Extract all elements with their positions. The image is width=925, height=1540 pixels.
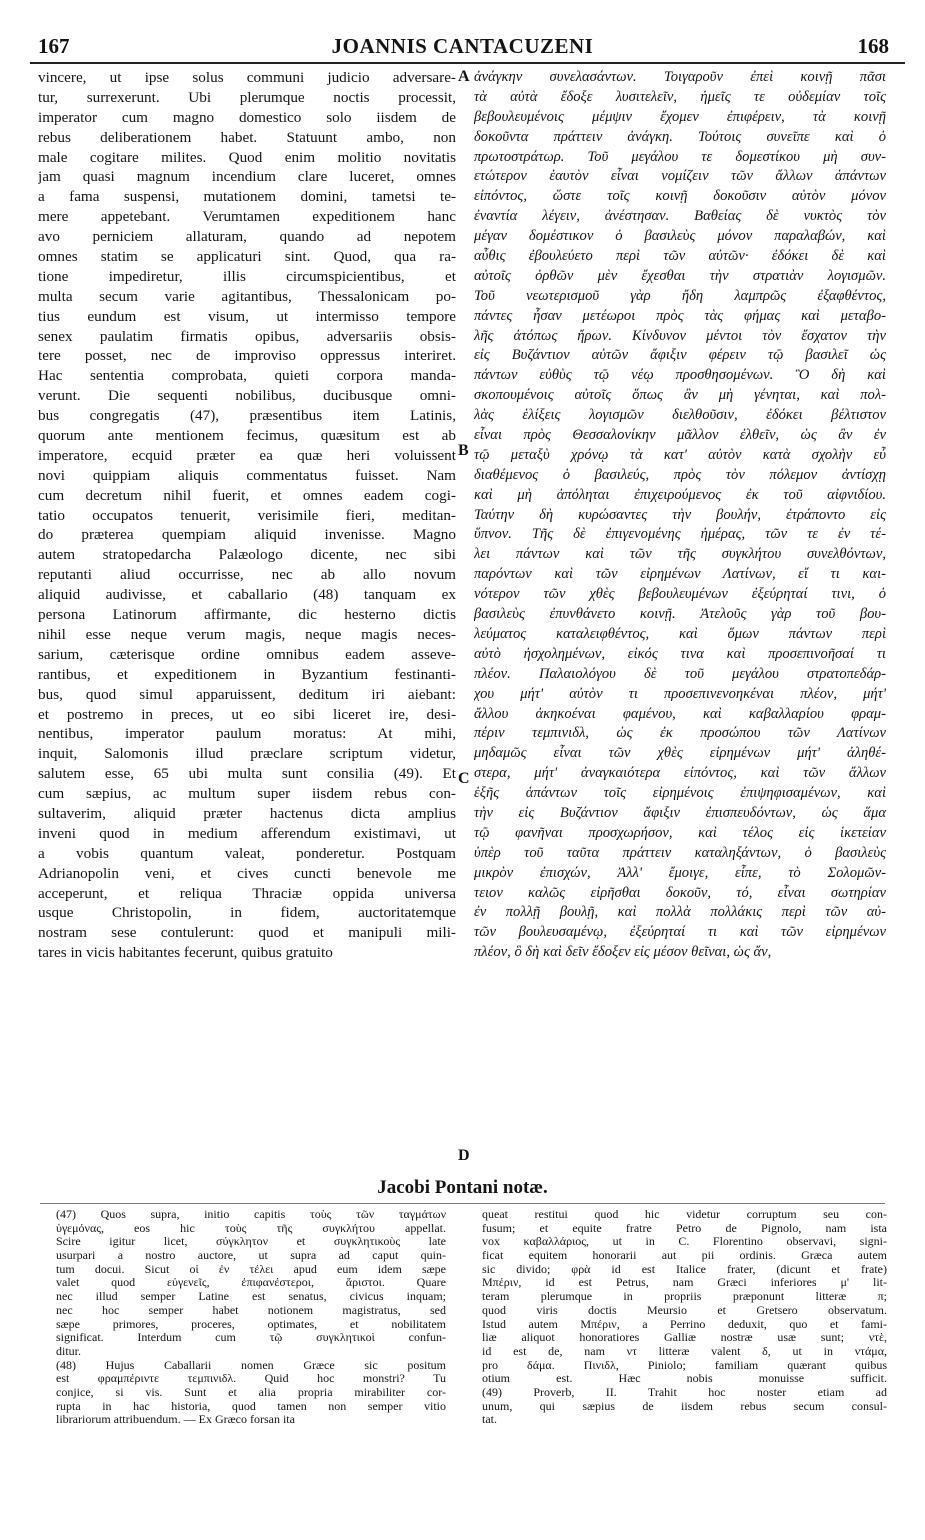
note-line: liæ aliquot honoratiores Galliæ nostræ usæ sunt; ντὲ,	[482, 1331, 887, 1345]
latin-text-line: quorum ante mentionem fecimus, quæsitum est ab	[38, 427, 456, 445]
page-header	[20, 28, 905, 62]
latin-text-line: vincere, ut ipse solus communi judicio adversare-	[38, 69, 456, 86]
greek-text-line: μηδαμῶς εἶναι τῶν χθὲς εἰρημένων μήτ' ἀληθέ-	[474, 745, 886, 762]
latin-text-line: senex paulatim firmatis opibus, adversariis obsis-	[38, 327, 456, 345]
latin-text-line: rantibus, et expeditionem in Byzantium festinanti-	[38, 665, 456, 683]
note-line: (49) Proverb, II. Trahit hoc noster etiam ad	[482, 1385, 887, 1399]
latin-text-line: avo perniciem allaturam, quando ad nepotem	[38, 228, 456, 246]
latin-text-line: cum decretum nihil fuerit, et omnes eadem cogi-	[38, 486, 456, 504]
greek-text-line: πρωτοστράτωρ. Τοῦ μεγάλου τε δομεστίκου μὴ συν-	[474, 148, 886, 165]
note-line: est φραμπέριντε τεμπινιδλ. Quid hoc monstri? Tu	[56, 1372, 446, 1386]
latin-text-line: reputanti aliud occurrisse, nec ab allo novum	[38, 566, 456, 584]
greek-text-line: πλέον. Παλαιολόγου δὲ τοῦ μεγάλου στρατοπεδάρ-	[474, 665, 886, 682]
latin-text-line: tius eundum est visum, ut intermisso tempore	[38, 307, 456, 325]
running-title: JOANNIS CANTACUZENI	[331, 34, 594, 58]
latin-text-line: male cogitare milites. Quod enim molitio novitatis	[38, 148, 456, 166]
greek-text-line: νότερον τῶν χθὲς βεβουλευμένων ἐξεύρηταί τινι, ὁ	[474, 586, 886, 603]
latin-text-line: omnes statim se applicaturi sint. Quod, qua ra-	[38, 248, 456, 266]
latin-text-line: inveni quod in medium afferendum existimavi, ut	[38, 824, 456, 842]
latin-text-line: sarium, cæterisque ordine omnibus eadem asseve-	[38, 645, 456, 663]
greek-text-line: λὰς ἑλίξεις λογισμῶν διελθοῦσιν, ἐδόκει βέλτιστον	[474, 407, 886, 424]
latin-text-line: tur, surrexerunt. Ubi plerumque noctis processit,	[38, 88, 456, 106]
greek-text-line: πάντες ἦσαν μετέωροι πρὸς τὰς φήμας καὶ μεταβο-	[474, 307, 886, 324]
greek-text-line: στερα, μήτ' ἀναγκαιότερα εἰπόντος, καὶ τῶν ἄλλων	[474, 765, 886, 782]
latin-text-line: persona Latinorum affirmante, dic hesterno dictis	[38, 606, 456, 624]
latin-text-line: tatio occupatos tenuerit, verisimile fieri, meditan-	[38, 506, 456, 524]
note-line: sæpe primores, proceres, optimates, et nobilitatem	[56, 1317, 446, 1331]
latin-text-line: Hac sententia comprobata, quieti corpora manda-	[38, 367, 456, 385]
latin-text-line: bus congregatis (47), præsentibus item Latinis,	[38, 407, 456, 425]
latin-text-line: acceperunt, et reliqua Thraciæ oppida universa	[38, 884, 456, 902]
latin-text-line: do præterea quempiam aliquid invenisse. Magno	[38, 526, 456, 544]
note-line: queat restitui quod hic videtur corruptum seu con-	[482, 1208, 887, 1221]
note-line: vox καβαλλάριος, ut in C. Florentino observavi, signi-	[482, 1235, 887, 1249]
note-line: rupta in hac historia, quod tamen non semper vitio	[56, 1399, 446, 1413]
note-line: Μπέριν, id est Petrus, nam Græci inferiores μ' lit-	[482, 1276, 887, 1290]
note-line: significat. Interdum cum τῷ συγκλητικοὶ confun-	[56, 1331, 446, 1345]
note-line: sic divido; φρὰ id est Italice frater, (dicunt et frate)	[482, 1262, 887, 1276]
note-line: (48) Hujus Caballarii nomen Græce sic positum	[56, 1358, 446, 1372]
section-marker-c: C	[458, 770, 470, 787]
greek-text-line: τῷ φανῆναι προσχωρήσον, καὶ τέλος εἰς ἱκετείαν	[474, 824, 886, 841]
greek-text-line: τειον καλῶς εἰρῆσθαι δοκοῦν, τό, εἶναι σωτηρίαν	[474, 884, 886, 901]
header-rule	[30, 62, 905, 64]
latin-text-line: autem stratopedarcha Palæologo dicente, nec sibi	[38, 546, 456, 564]
greek-text-line: καὶ μὴ ἀπόληται ἐπιχειρούμενος ἐκ τοῦ αἰφνιδίου.	[474, 486, 886, 503]
latin-text-line: Adrianopolin veni, et cives cuncti benevole me	[38, 864, 456, 882]
latin-text-line: novi quippiam aliquis commentatus fuisset. Nam	[38, 466, 456, 484]
greek-text-line: αὖθις ἐβουλεύετο περὶ τῶν αὐτῶν· ἐδόκει δὲ καὶ	[474, 248, 886, 265]
latin-text-line: a vobis quantum valeat, ponderetur. Postquam	[38, 844, 456, 862]
latin-text-line: aliquid audivisse, et caballario (48) tanquam ex	[38, 586, 456, 604]
note-line: id est de, nam ντ litteræ valent δ, ut in ντάμα,	[482, 1344, 887, 1358]
note-line: pro δάμα. Πινιδλ, Piniolo; familiam quærant quibus	[482, 1358, 887, 1372]
greek-text-line: ὑπὲρ τοῦ ταῦτα πράττειν καταληξάντων, ὁ βασιλεὺς	[474, 844, 886, 861]
greek-column	[474, 68, 886, 963]
greek-text-line: τὴν εἰς Βυζάντιον ἄφιξιν ἐπισπευδόντων, ὡς ἅμα	[474, 804, 886, 821]
greek-text-line: μέγαν δομέστικον ὁ βασιλεὺς μόνον παραλαβών, καὶ	[474, 228, 886, 245]
greek-text-line: Ταύτην δὴ κυρώσαντες τὴν βουλήν, ἐτράποντο εἰς	[474, 506, 886, 523]
note-line: ὑγεμόνας, eos hic τοὺς τῆς συγκλήτου appellat.	[56, 1221, 446, 1235]
note-line: Scire igitur licet, σύγκλητον et συγκλητικοὺς late	[56, 1235, 446, 1249]
latin-text-line: cum sæpius, ac multum super iisdem rebus con-	[38, 785, 456, 803]
greek-text-line: παρόντων καὶ τῶν εἰρημένων Λατίνων, εἴ τι και-	[474, 566, 886, 583]
note-line: otium est. Hæc nobis monuisse sufficit.	[482, 1372, 887, 1386]
latin-text-line: imperator cum magno domestico solo iisdem de	[38, 108, 456, 126]
note-line: quod viris doctis Meursio et Gretsero observatum.	[482, 1303, 887, 1317]
latin-text-line: tione impediretur, illis circumspicientibus, et	[38, 267, 456, 285]
greek-text-line: δοκοῦντα πράττειν ἀνάγκη. Τούτοις συνεῖπε καὶ ὁ	[474, 128, 886, 145]
greek-text-line: πάντων εὐθὺς τῷ νέῳ προσθησομένων. Ὃ δὴ καὶ	[474, 367, 886, 384]
greek-text-line: βασιλεὺς ἐπυνθάνετο κοινῇ. Ἀτελοῦς γὰρ τοῦ βου-	[474, 606, 886, 623]
note-line: nec hoc semper habet notionem magistratus, sed	[56, 1303, 446, 1317]
notes-right-column	[482, 1208, 887, 1427]
greek-text-line: ἐναντία λέγειν, ἀνέστησαν. Βαθείας δὲ νυκτὸς τὸν	[474, 208, 886, 225]
greek-text-line: τῷ μεταξὺ χρόνῳ τὰ κατ' αὐτὸν κατὰ σχολὴν εὖ	[474, 446, 886, 463]
note-line: ditur.	[56, 1344, 82, 1358]
latin-text-line: salutem esse, 65 ubi multa sunt consilia (49). Et	[38, 765, 456, 783]
latin-text-line: rebus deliberationem habet. Statuunt ambo, non	[38, 128, 456, 146]
section-marker-d: D	[458, 1147, 470, 1164]
latin-text-line: nihil esse neque verum magis, neque magis neces-	[38, 625, 456, 643]
greek-text-line: λῆς ἀτόπως ἤρων. Κίνδυνον μέντοι τὸν ἔσχατον τὴν	[474, 327, 886, 344]
greek-text-line: βεβουλευμένοις μέμψιν ἔχομεν ἐπιφέρειν, τὰ κοινῇ	[474, 108, 886, 125]
greek-text-line: σκοπουμένοις αὐτοῖς ὅπως ἂν μὴ γένηται, καὶ πολ-	[474, 387, 886, 404]
note-line: tat.	[482, 1413, 497, 1427]
greek-text-line: ἑξῆς ἁπάντων τοῖς εἰρημένοις ἐπιψηφισαμένων, καὶ	[474, 785, 886, 802]
greek-text-line: τὰ αὐτὰ ἔδοξε λυσιτελεῖν, ἡμεῖς τε οὐδεμίαν τοῖς	[474, 88, 886, 105]
latin-text-line: et postremo in preces, ut eo sibi liceret ire, desi-	[38, 705, 456, 723]
note-line: teram plerumque in propriis præponunt litteræ π;	[482, 1290, 887, 1304]
latin-text-line: jam quasi magnum incendium clare luceret, omnes	[38, 168, 456, 186]
section-marker-a: A	[458, 68, 470, 85]
note-line: valet quod εὐγενεῖς, ἐπιφανέστεροι, ἄριστοι. Quare	[56, 1276, 446, 1290]
greek-text-line: ὕπνον. Τῆς δὲ ἐπιγενομένης ἡμέρας, τῶν τε ἐν τέ-	[474, 526, 886, 543]
latin-text-line: bus, quod simul apparuissent, deditum iri aiebant:	[38, 685, 456, 703]
greek-text-line: ἀνάγκην συνελασάντων. Τοιγαροῦν ἐπεὶ κοινῇ πᾶσι	[474, 69, 886, 85]
greek-text-line: εἰς Βυζάντιον αὐτῶν ἄφιξιν φέρειν τῷ βασιλεῖ ὡς	[474, 347, 886, 364]
greek-text-line: αὐτοῖς ὀρθῶν μὲν ἔχεσθαι τὴν στρατιὰν λογισμῶν.	[474, 267, 886, 284]
note-line: ficat equitem honorarii aut pii ordinis. Græca autem	[482, 1249, 887, 1263]
greek-text-line: μικρὸν ἐπισχών, Ἀλλ' ἔμοιγε, εἶπε, τὸ Σολομῶν-	[474, 864, 886, 881]
latin-text-line: tares in vicis habitantes fecerunt, quibus gratuito	[38, 944, 333, 962]
latin-text-line: nostram sese contulerunt: quod et manipuli mili-	[38, 924, 456, 942]
greek-text-line: ἐν πολλῇ βουλῇ, καὶ πολλὰ πολλάκις περὶ τῶν αὐ-	[474, 904, 886, 921]
note-line: conjice, si vis. Sunt et alia propria mirabiliter cor-	[56, 1385, 446, 1399]
latin-text-line: mere appetebant. Verumtamen expeditionem hanc	[38, 208, 456, 226]
greek-text-line: ετώτερον ἑαυτὸν εἶναι νομίζειν τῶν ἄλλων ἁπάντων	[474, 168, 886, 185]
page-number-right: 168	[857, 34, 889, 58]
note-line: nec illud semper Latine est senatus, civicus inquam;	[56, 1290, 446, 1304]
notes-rule	[40, 1203, 885, 1204]
page-number-left: 167	[38, 34, 70, 58]
latin-text-line: nentibus, imperator paulum moratus: At mihi,	[38, 725, 456, 743]
greek-text-line: Τοῦ νεωτερισμοῦ γὰρ ἤδη λαμπρῶς ἐξαφθέντος,	[474, 287, 886, 304]
greek-text-line: διαθέμενος ὁ βασιλεύς, πρὸς τὸν πόλεμον ἀντίσχῃ	[474, 466, 886, 483]
note-line: tum docui. Sicut οἱ ἐν τέλει apud eum idem sæpe	[56, 1262, 446, 1276]
latin-text-line: imperatore, ecquid præter ea quæ heri voluissent	[38, 446, 456, 464]
greek-text-line: ἄλλου ἀκηκοέναι φαμένου, καὶ καβαλλαρίου φραμ-	[474, 705, 886, 722]
latin-text-line: a fama suspensi, mutationem domini, tametsi te-	[38, 188, 456, 206]
greek-text-line: πέριν τεμπινιδλ, ὡς ἐκ προσώπου τῶν Λατίνων	[474, 725, 886, 742]
notes-title: Jacobi Pontani notæ.	[377, 1177, 548, 1198]
greek-text-line: πλέον, ὃ δὴ καὶ δεῖν ἔδοξεν εἰς μέσον θεῖναι, ὡς ἄν,	[474, 944, 772, 961]
greek-text-line: λεύματος καταλειφθέντος, καὶ ὅμων πάντων περὶ	[474, 625, 886, 642]
latin-text-line: multa secum varie agitantibus, Thessalonicam po-	[38, 287, 456, 305]
note-line: fusum; et equite fratre Petro de Pignolo, nam ista	[482, 1221, 887, 1235]
note-line: (47) Quos supra, initio capitis τοὺς τῶν ταγμάτων	[56, 1208, 446, 1221]
note-line: usurpari a nostro auctore, ut supra ad caput quin-	[56, 1249, 446, 1263]
greek-text-line: εἶναι πρὸς Θεσσαλονίκην μᾶλλον ἐλθεῖν, ὡς ἂν ἐν	[474, 427, 886, 444]
notes-left-column	[56, 1208, 446, 1427]
greek-text-line: αὐτὸ ἠσχολημένων, εἰκός τινα καὶ προσεπινοῆσαί τι	[474, 645, 886, 662]
latin-column	[38, 68, 456, 963]
note-line: unum, qui sæpius de iisdem rebus secum consul-	[482, 1399, 887, 1413]
latin-text-line: sultaverim, aliquid præter hactenus dicta amplius	[38, 804, 456, 822]
greek-text-line: τῶν βουλευσαμένῳ, ἐξεύρηταί τι καὶ τῶν εἰρημένων	[474, 924, 886, 941]
greek-text-line: λει πάντων καὶ τῶν τῆς συγκλήτου συνελθόντων,	[474, 546, 886, 563]
latin-text-line: tere posset, nec de improviso oppressus interiret.	[38, 347, 456, 365]
section-marker-b: B	[458, 442, 469, 459]
latin-text-line: usque Christopolin, in fidem, auctoritatemque	[38, 904, 456, 922]
latin-text-line: inquit, Salomonis illud præclare scriptum videtur,	[38, 745, 456, 763]
latin-text-line: verunt. Die sequenti nobilibus, ducibusque omni-	[38, 387, 456, 405]
note-line: Istud autem Μπέριν, a Perrino deduxit, quo et fami-	[482, 1317, 887, 1331]
greek-text-line: χου μήτ' αὐτὸν τι προσεπινενοηκέναι πλέον, μήτ'	[474, 685, 886, 702]
greek-text-line: εἰπόντος, ὥστε τοῖς κοινῇ δοκοῦσιν αὐτὸν μόνον	[474, 188, 886, 205]
note-line: librariorum attribuendum. — Ex Græco forsan ita	[56, 1413, 295, 1427]
